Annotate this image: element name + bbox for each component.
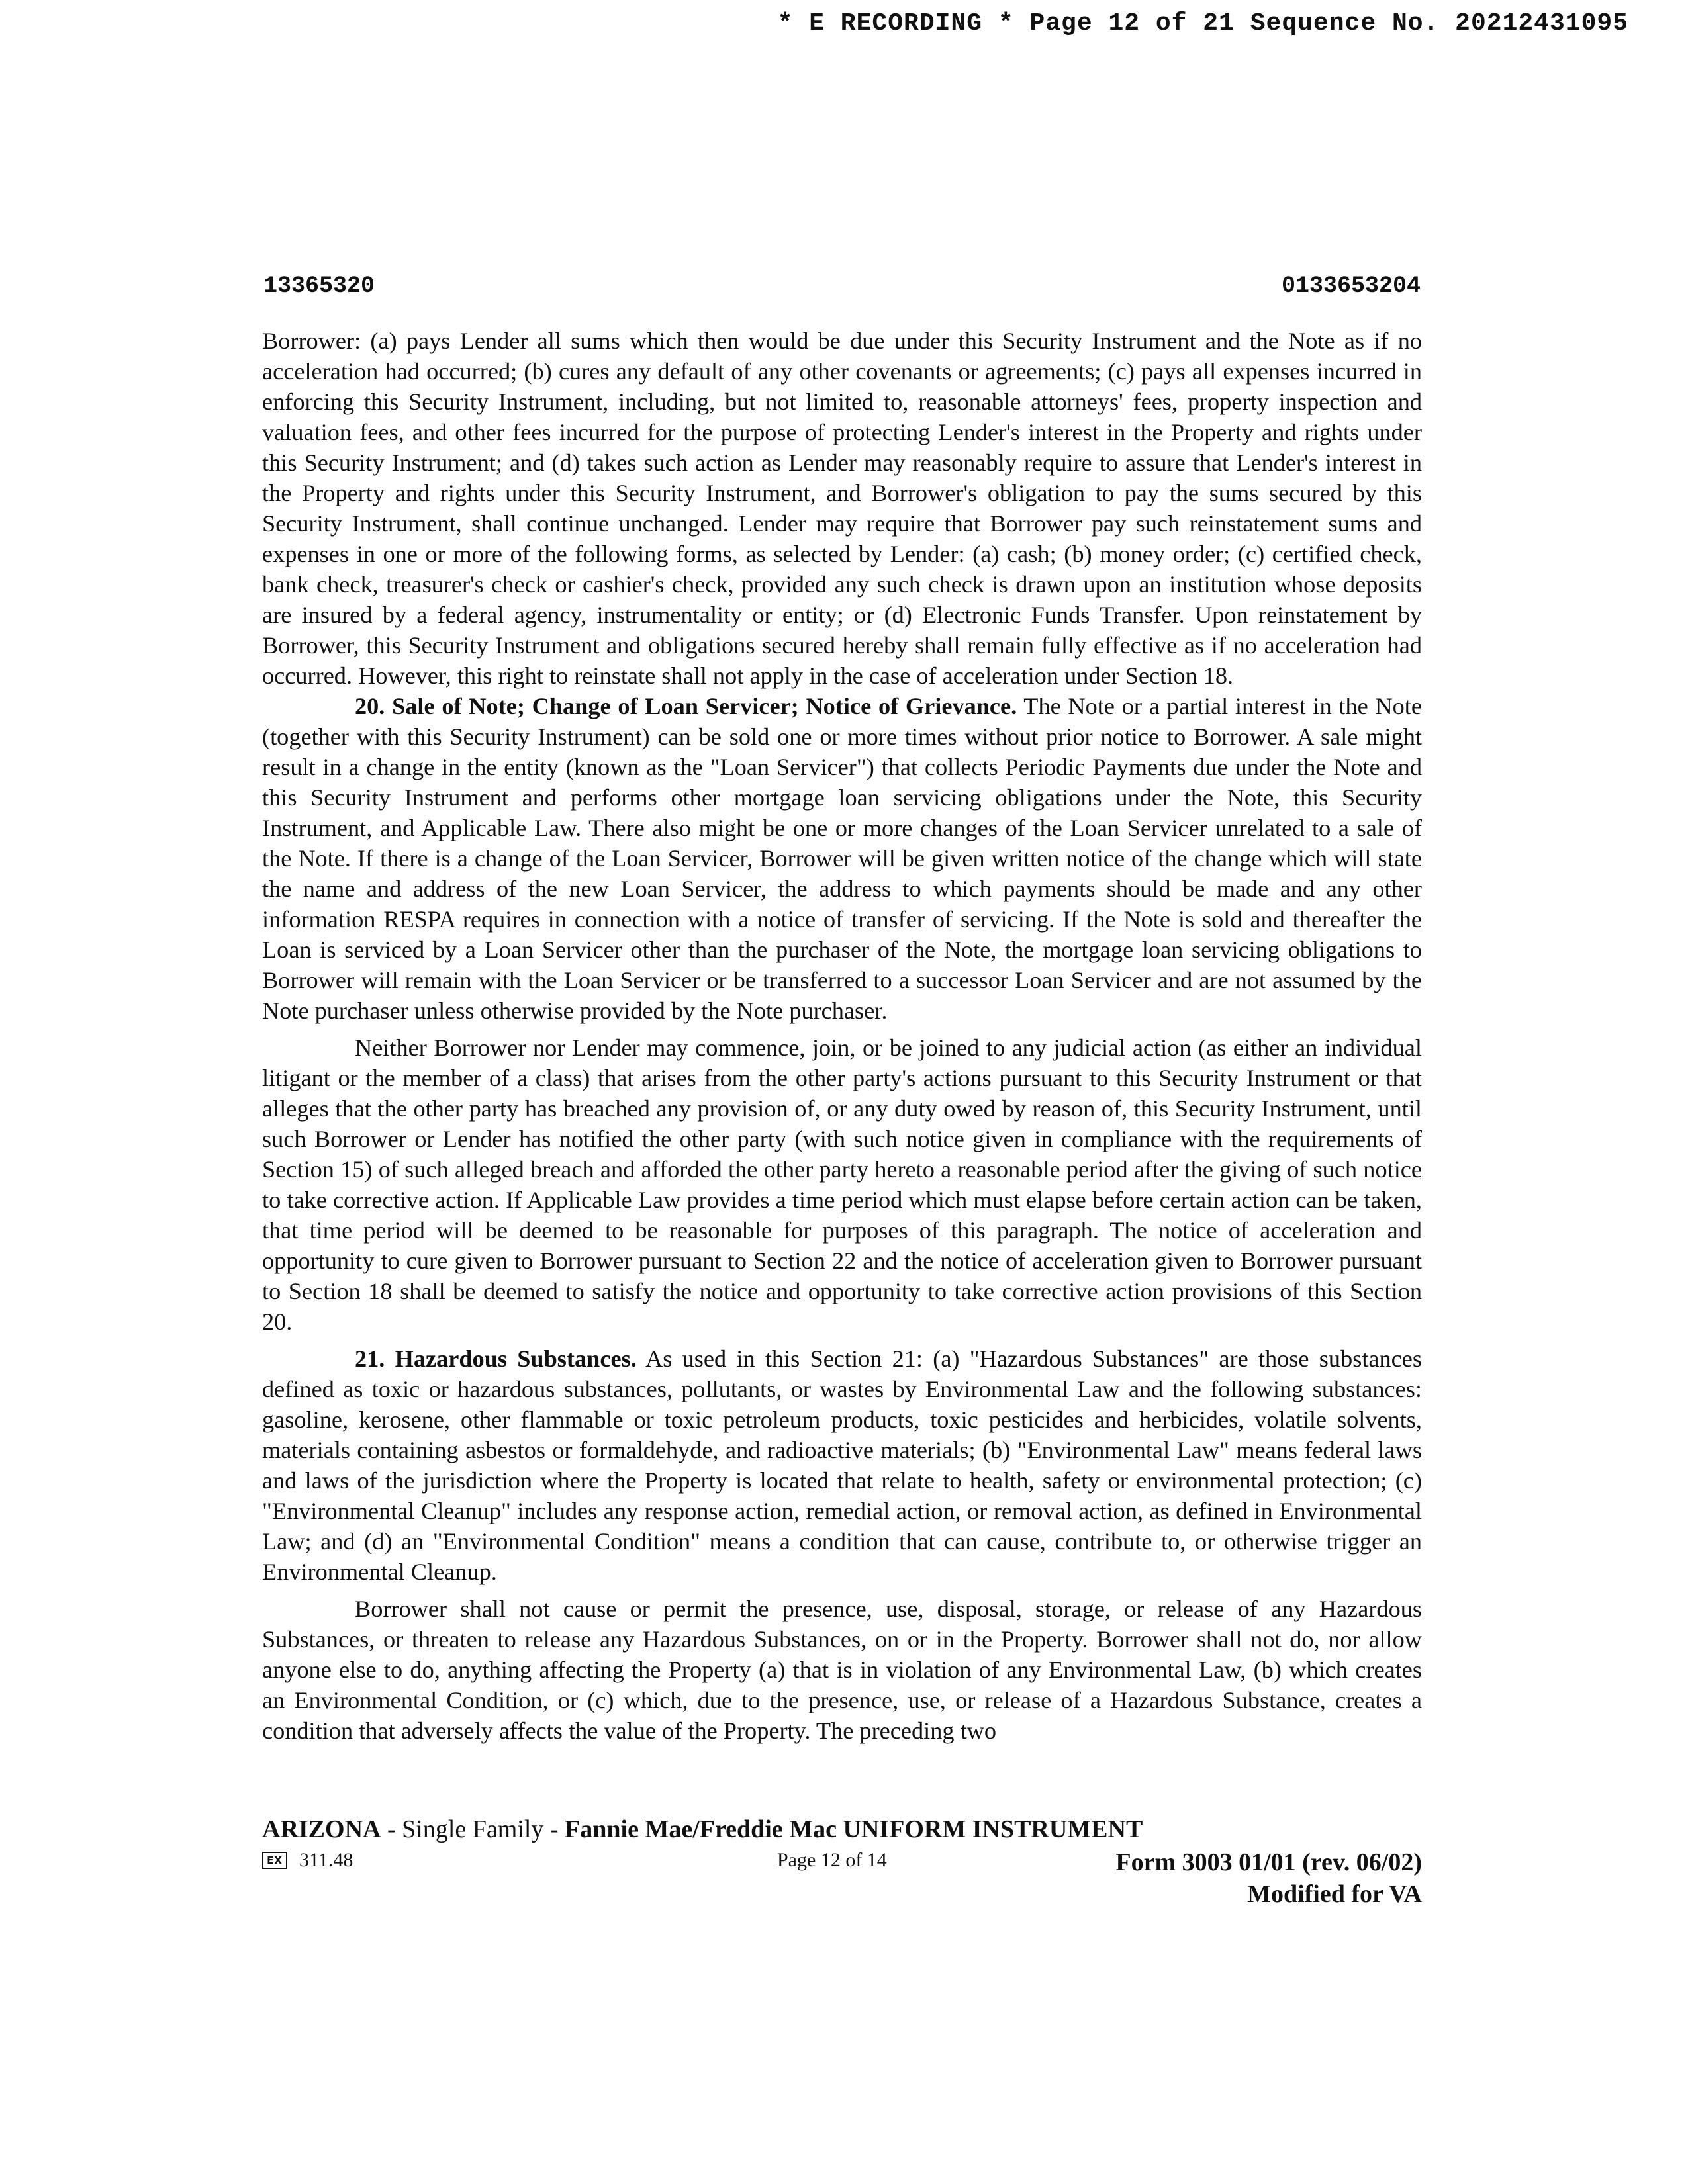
- section-heading: 21. Hazardous Substances.: [355, 1345, 637, 1372]
- document-number: 0133653204: [1281, 273, 1421, 299]
- document-body: [262, 326, 1422, 1746]
- footer-uniform-instrument: Fannie Mae/Freddie Mac UNIFORM INSTRUMENT: [565, 1815, 1143, 1843]
- footer-modified: Modified for VA: [1247, 1880, 1422, 1908]
- paragraph-text: The Note or a partial interest in the Note (together with this Security Instrument) can be sold one or more times without prior notice to Borrower. A sale might result in a change in the entity (known as the "Loan Servicer") that collects Periodic Payments due under the Note and this Security Instrument and performs other mortgage loan servicing obligations under the Note, this Security Instrument, and Applicable Law. There also might be one or more changes of the Loan Servicer unrelated to a sale of the Note. If there is a change of the Loan Servicer, Borrower will be given written notice of the change which will state the name and address of the new Loan Servicer, the address to which payments should be made and any other information RESPA requires in connection with a notice of transfer of servicing. If the Note is sold and thereafter the Loan is serviced by a Loan Servicer other than the purchaser of the Note, the mortgage loan servicing obligations to Borrower will remain with the Loan Servicer or be transferred to a successor Loan Servicer and are not assumed by the Note purchaser unless otherwise provided by the Note purchaser.: [262, 693, 1422, 1024]
- loan-number: 13365320: [263, 273, 375, 299]
- paragraph-section-20: [262, 691, 1422, 1026]
- ex-logo-icon: EX: [262, 1852, 287, 1869]
- footer-state: ARIZONA: [262, 1815, 381, 1843]
- paragraph-section-21: [262, 1343, 1422, 1587]
- paragraph-text: Borrower: (a) pays Lender all sums which then would be due under this Security Instrument and the Note as if no acceleration had occurred; (b) cures any default of any other covenants or agreements; (c) pays all expenses incurred in enforcing this Security Instrument, including, but not limited to, reasonable attorneys' fees, property inspection and valuation fees, and other fees incurred for the purpose of protecting Lender's interest in the Property and rights under this Security Instrument; and (d) takes such action as Lender may reasonably require to assure that Lender's interest in the Property and rights under this Security Instrument, and Borrower's obligation to pay the sums secured by this Security Instrument, shall continue unchanged. Lender may require that Borrower pay such reinstatement sums and expenses in one or more of the following forms, as selected by Lender: (a) cash; (b) money order; (c) certified check, bank check, treasurer's check or cashier's check, provided any such check is drawn upon an institution whose deposits are insured by a federal agency, instrumentality or entity; or (d) Electronic Funds Transfer. Upon reinstatement by Borrower, this Security Instrument and obligations secured hereby shall remain fully effective as if no acceleration had occurred. However, this right to reinstate shall not apply in the case of acceleration under Section 18.: [262, 328, 1422, 689]
- footer-details: [262, 1844, 1422, 1910]
- paragraph-text: As used in this Section 21: (a) "Hazardous Substances" are those substances defined as toxic or hazardous substances, pollutants, or wastes by Environmental Law and the following substances: gasoline, kerosene, other flammable or toxic petroleum products, toxic pesticides and herbicides, volatile solvents, materials containing asbestos or formaldehyde, and radioactive materials; (b) "Environmental Law" means federal laws and laws of the jurisdiction where the Property is located that relate to health, safety or environmental protection; (c) "Environmental Cleanup" includes any response action, remedial action, or removal action, as defined in Environmental Law; and (d) an "Environmental Condition" means a condition that can cause, contribute to, or otherwise trigger an Environmental Cleanup.: [262, 1345, 1423, 1585]
- recording-stamp: * E RECORDING * Page 12 of 21 Sequence No. 20212431095: [777, 9, 1628, 38]
- footer-form-number: Form 3003 01/01 (rev. 06/02): [1115, 1848, 1422, 1876]
- paragraph-reinstatement: [262, 326, 1422, 691]
- footer-page-number: Page 12 of 14: [777, 1849, 887, 1871]
- footer-separator: - Single Family -: [381, 1815, 565, 1843]
- paragraph-judicial-action: [262, 1032, 1422, 1337]
- footer-form-info: [1115, 1846, 1422, 1910]
- page-footer: [262, 1815, 1422, 1910]
- paragraph-text: Borrower shall not cause or permit the presence, use, disposal, storage, or release of any Hazardous Substances, or threaten to release any Hazardous Substances, on or in the Property. Borrower shall not do, nor allow anyone else to do, anything affecting the Property (a) that is in violation of any Environmental Law, (b) which creates an Environmental Condition, or (c) which, due to the presence, use, or release of a Hazardous Substance, creates a condition that adversely affects the value of the Property. The preceding two: [262, 1596, 1422, 1744]
- paragraph-text: Neither Borrower nor Lender may commence, join, or be joined to any judicial action (as either an individual litigant or the member of a class) that arises from the other party's actions pursuant to this Security Instrument or that alleges that the other party has breached any provision of, or any duty owed by reason of, this Security Instrument, until such Borrower or Lender has notified the other party (with such notice given in compliance with the requirements of Section 15) of such alleged breach and afforded the other party hereto a reasonable period after the giving of such notice to take corrective action. If Applicable Law provides a time period which must elapse before certain action can be taken, that time period will be deemed to be reasonable for purposes of this paragraph. The notice of acceleration and opportunity to cure given to Borrower pursuant to Section 22 and the notice of acceleration given to Borrower pursuant to Section 18 shall be deemed to satisfy the notice and opportunity to take corrective action provisions of this Section 20.: [262, 1034, 1422, 1335]
- section-heading: 20. Sale of Note; Change of Loan Servicer; Notice of Grievance.: [355, 693, 1017, 719]
- footer-instrument-line: [262, 1815, 1422, 1844]
- footer-code: 311.48: [299, 1849, 353, 1871]
- paragraph-hazardous-use: [262, 1594, 1422, 1746]
- footer-code-group: [262, 1849, 353, 1872]
